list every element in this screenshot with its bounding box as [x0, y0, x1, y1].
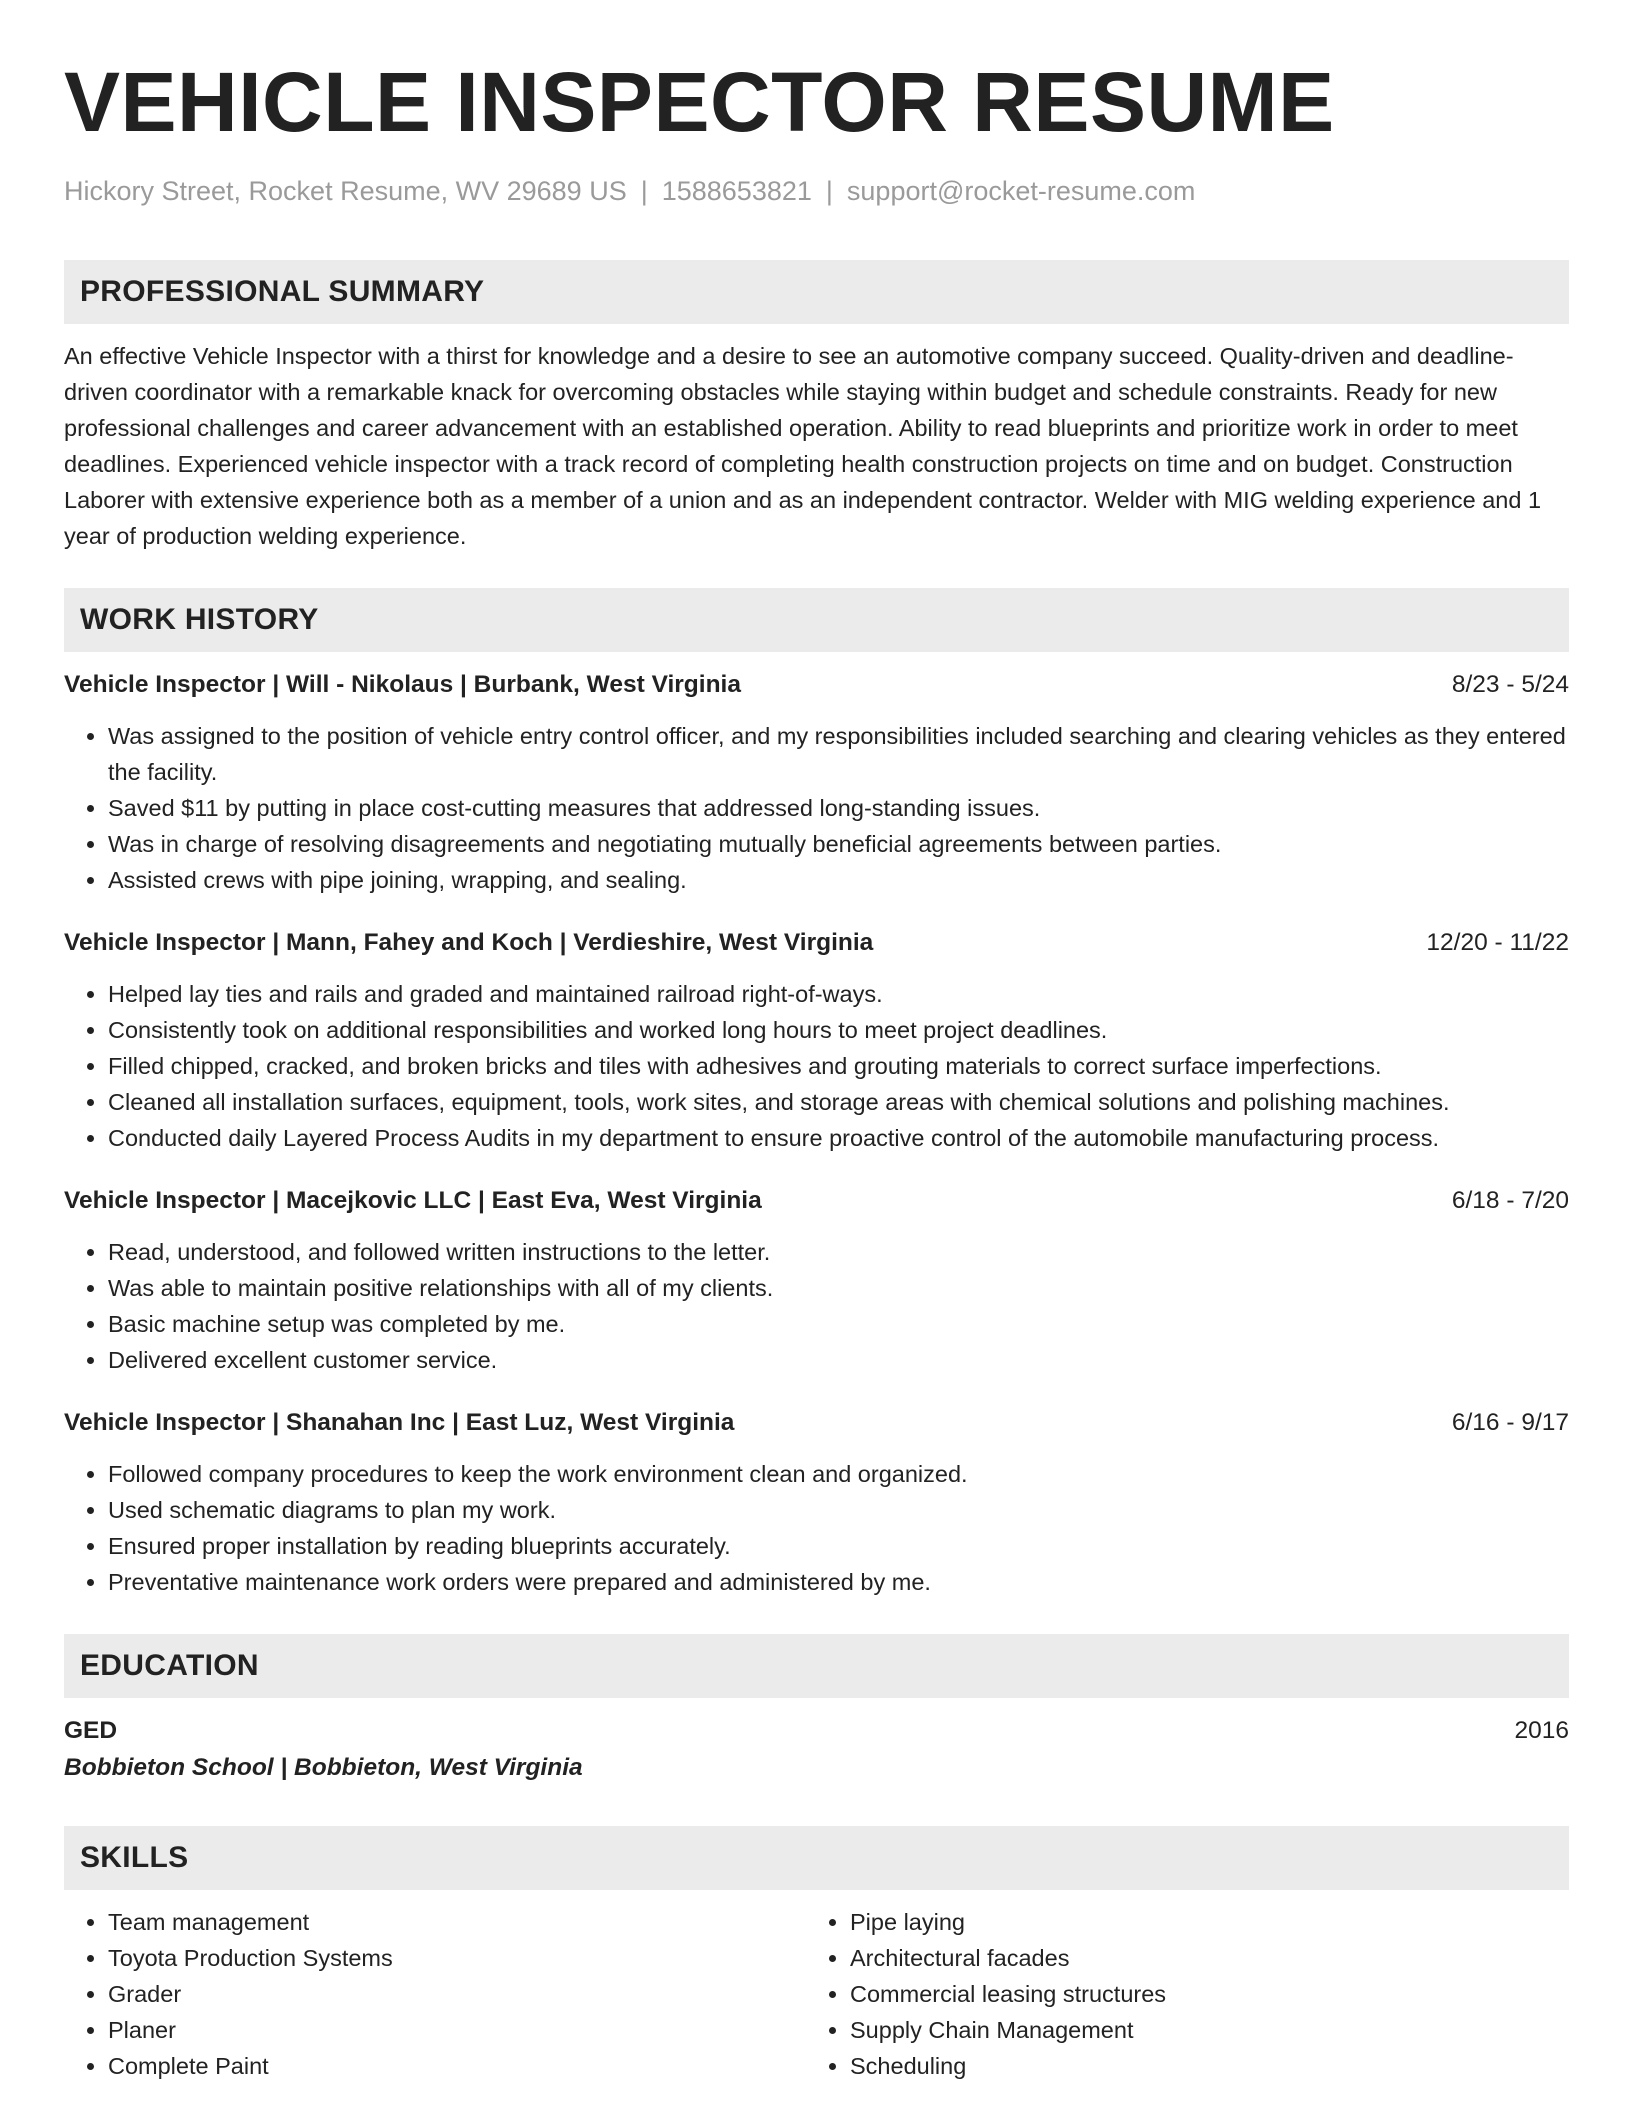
section-heading-education: EDUCATION: [64, 1634, 1569, 1698]
skill-item: • Architectural facades: [850, 1940, 1548, 1976]
contact-line: [64, 174, 1569, 208]
skill-item: • Complete Paint: [108, 2048, 806, 2084]
job-dates: 12/20 - 11/22: [1426, 929, 1569, 956]
skill-item: • Planer: [108, 2012, 806, 2048]
contact-phone: 1588653821: [661, 176, 812, 206]
skill-item: • Toyota Production Systems: [108, 1940, 806, 1976]
job-bullet: • Followed company procedures to keep the work environment clean and organized.: [108, 1456, 1569, 1492]
job-bullet: • Used schematic diagrams to plan my work.: [108, 1492, 1569, 1528]
education-entry: [64, 1714, 1569, 1748]
job-bullet-list: [64, 976, 1569, 1156]
skills-list-left: [64, 1904, 806, 2084]
job-bullet: • Was able to maintain positive relationships with all of my clients.: [108, 1270, 1569, 1306]
job-bullet-list: [64, 1234, 1569, 1378]
job-bullet: • Consistently took on additional responsibilities and worked long hours to meet project deadlines.: [108, 1012, 1569, 1048]
job-bullet: • Assisted crews with pipe joining, wrapping, and sealing.: [108, 862, 1569, 898]
job-bullet: • Delivered excellent customer service.: [108, 1342, 1569, 1378]
skill-item: • Commercial leasing structures: [850, 1976, 1548, 2012]
job-entry: [64, 1406, 1569, 1600]
job-entry: [64, 926, 1569, 1156]
section-heading-skills: SKILLS: [64, 1826, 1569, 1890]
job-bullet: • Conducted daily Layered Process Audits in my department to ensure proactive control of the automobile manufacturing process.: [108, 1120, 1569, 1156]
contact-address: Hickory Street, Rocket Resume, WV 29689 US: [64, 176, 627, 206]
job-bullet: • Saved $11 by putting in place cost-cutting measures that addressed long-standing issues.: [108, 790, 1569, 826]
job-bullet-list: [64, 1456, 1569, 1600]
section-heading-summary: PROFESSIONAL SUMMARY: [64, 260, 1569, 324]
job-bullet: • Was assigned to the position of vehicle entry control officer, and my responsibilities included searching and clearing vehicles as they entered the facility.: [108, 718, 1569, 790]
skill-item: • Supply Chain Management: [850, 2012, 1548, 2048]
job-bullet: • Filled chipped, cracked, and broken bricks and tiles with adhesives and grouting materials to correct surface imperfections.: [108, 1048, 1569, 1084]
job-title: Vehicle Inspector | Mann, Fahey and Koch | Verdieshire, West Virginia: [64, 929, 874, 956]
job-bullet: • Preventative maintenance work orders were prepared and administered by me.: [108, 1564, 1569, 1600]
skill-item: • Scheduling: [850, 2048, 1548, 2084]
job-title: Vehicle Inspector | Shanahan Inc | East Luz, West Virginia: [64, 1409, 735, 1436]
job-title: Vehicle Inspector | Macejkovic LLC | East Eva, West Virginia: [64, 1187, 762, 1214]
job-bullet: • Helped lay ties and rails and graded and maintained railroad right-of-ways.: [108, 976, 1569, 1012]
education-degree: GED: [64, 1717, 118, 1744]
skill-item: • Grader: [108, 1976, 806, 2012]
education-school: Bobbieton School | Bobbieton, West Virginia: [64, 1754, 583, 1781]
skill-item: • Team management: [108, 1904, 806, 1940]
job-title: Vehicle Inspector | Will - Nikolaus | Burbank, West Virginia: [64, 671, 741, 698]
skill-item: • Pipe laying: [850, 1904, 1548, 1940]
job-dates: 6/18 - 7/20: [1451, 1187, 1569, 1214]
job-bullet-list: [64, 718, 1569, 898]
job-bullet: • Basic machine setup was completed by me.: [108, 1306, 1569, 1342]
education-year: 2016: [1514, 1717, 1569, 1744]
job-bullet: • Was in charge of resolving disagreements and negotiating mutually beneficial agreements between parties.: [108, 826, 1569, 862]
contact-email: support@rocket-resume.com: [846, 176, 1196, 206]
contact-separator: |: [640, 176, 648, 206]
job-bullet: • Ensured proper installation by reading blueprints accurately.: [108, 1528, 1569, 1564]
job-dates: 8/23 - 5/24: [1451, 671, 1569, 698]
job-dates: 6/16 - 9/17: [1451, 1409, 1569, 1436]
job-bullet: • Read, understood, and followed written instructions to the letter.: [108, 1234, 1569, 1270]
contact-separator: |: [825, 176, 833, 206]
job-bullet: • Cleaned all installation surfaces, equipment, tools, work sites, and storage areas with chemical solutions and polishing machines.: [108, 1084, 1569, 1120]
summary-text: An effective Vehicle Inspector with a thirst for knowledge and a desire to see an automotive company succeed. Quality-driven and deadline-driven coordinator with a remarkable knack for overcoming obstacles while staying within budget and schedule constraints. Ready for new professional challenges and career advancement with an established operation. Ability to read blueprints and prioritize work in order to meet deadlines. Experienced vehicle inspector with a track record of completing health construction projects on time and on budget. Construction Laborer with extensive experience both as a member of a union and as an independent contractor. Welder with MIG welding experience and 1 year of production welding experience.: [64, 343, 1542, 549]
job-entry: [64, 1184, 1569, 1378]
resume-title: VEHICLE INSPECTOR RESUME: [64, 55, 1335, 149]
job-entry: [64, 668, 1569, 898]
section-heading-work-history: WORK HISTORY: [64, 588, 1569, 652]
skills-list-right: [806, 1904, 1548, 2084]
skills-columns: [64, 1904, 1569, 2084]
